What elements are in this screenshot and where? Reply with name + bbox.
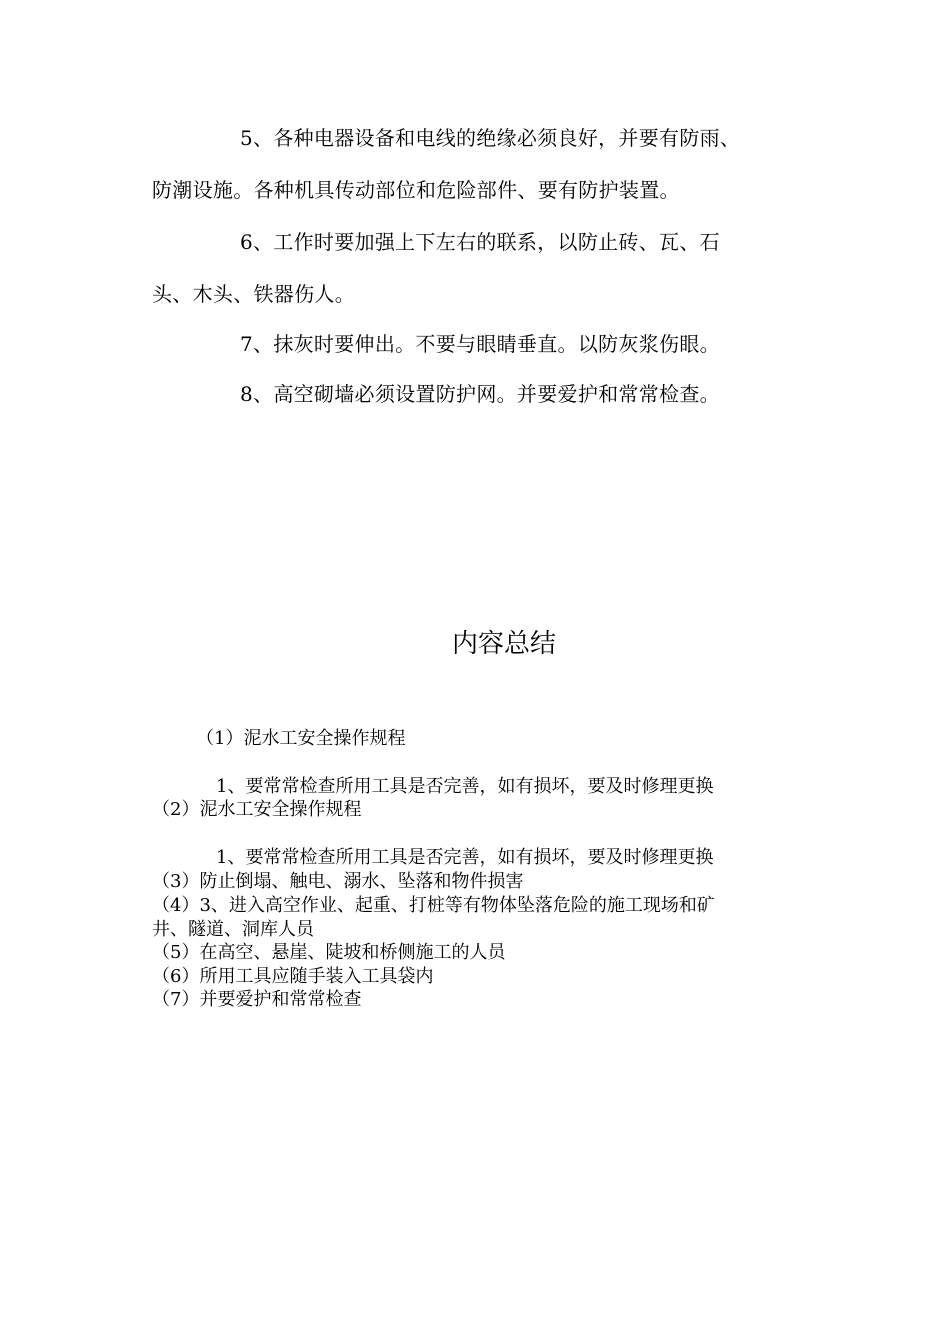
summary-item-1: （1）泥水工安全操作规程 bbox=[196, 728, 406, 749]
summary-item-3: （3）防止倒塌、触电、溺水、坠落和物件损害 bbox=[152, 871, 524, 892]
summary-item-7: （7）并要爱护和常常检查 bbox=[152, 989, 362, 1010]
summary-item-4-line-1: （4）3、进入高空作业、起重、打桩等有物体坠落危险的施工现场和矿 bbox=[152, 895, 715, 916]
paragraph-8: 8、高空砌墙必须设置防护网。并要爱护和常常检查。 bbox=[240, 382, 720, 406]
summary-item-6: （6）所用工具应随手装入工具袋内 bbox=[152, 966, 434, 987]
paragraph-5-line-1: 5、各种电器设备和电线的绝缘必须良好，并要有防雨、 bbox=[240, 126, 741, 150]
paragraph-6-line-2: 头、木头、铁器伤人。 bbox=[152, 282, 355, 306]
summary-item-2: （2）泥水工安全操作规程 bbox=[152, 799, 362, 820]
paragraph-7: 7、抹灰时要伸出。不要与眼睛垂直。以防灰浆伤眼。 bbox=[240, 332, 720, 356]
summary-item-1-sub: 1、要常常检查所用工具是否完善，如有损坏，要及时修理更换 bbox=[216, 776, 714, 797]
summary-item-5: （5）在高空、悬崖、陡坡和桥侧施工的人员 bbox=[152, 942, 506, 963]
paragraph-6-line-1: 6、工作时要加强上下左右的联系，以防止砖、瓦、石 bbox=[240, 230, 720, 254]
summary-item-2-sub: 1、要常常检查所用工具是否完善，如有损坏，要及时修理更换 bbox=[216, 847, 714, 868]
summary-title: 内容总结 bbox=[451, 629, 556, 659]
summary-item-4-line-2: 井、隧道、洞库人员 bbox=[152, 919, 314, 940]
paragraph-5-line-2: 防潮设施。各种机具传动部位和危险部件、要有防护装置。 bbox=[152, 178, 680, 202]
